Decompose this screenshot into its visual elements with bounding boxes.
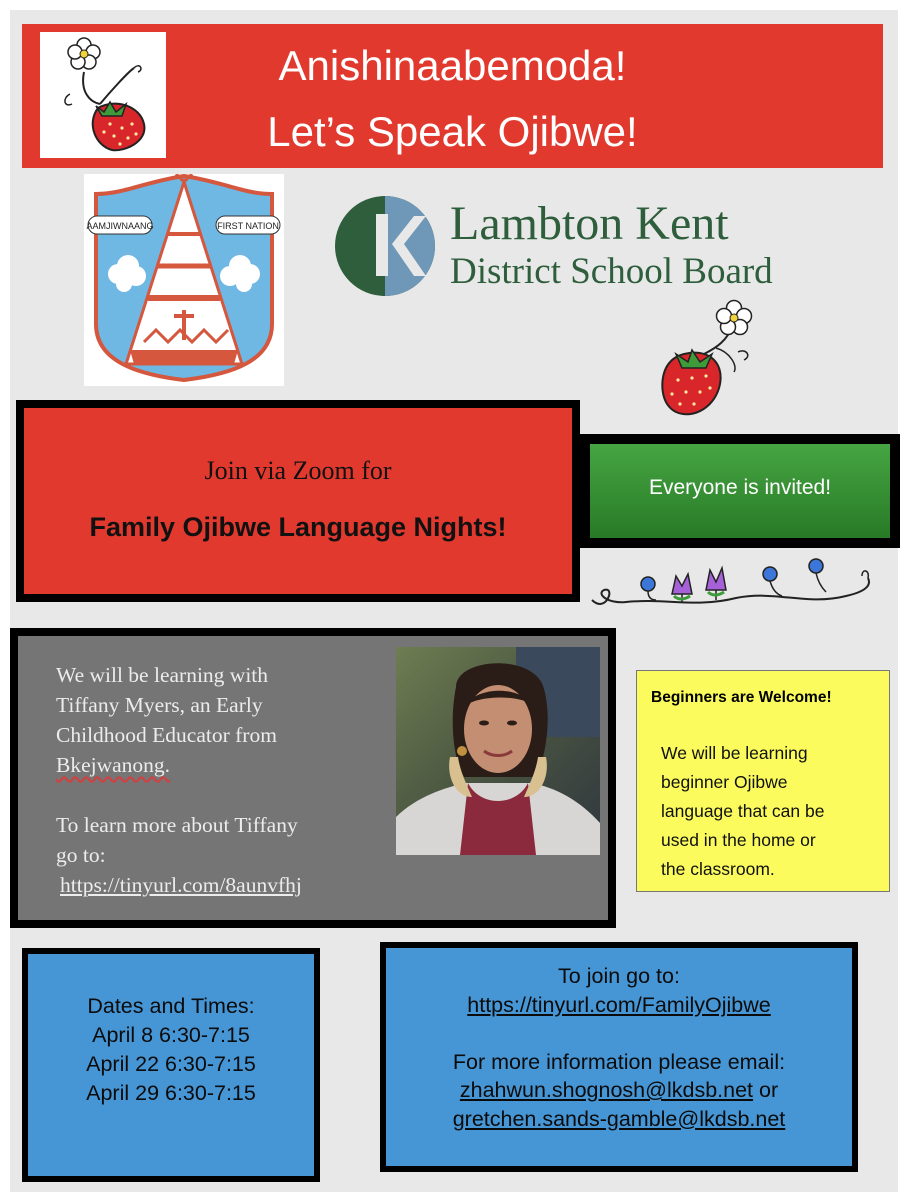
bio-line-4: Bkejwanong.	[56, 753, 171, 777]
dates-panel	[22, 948, 320, 1182]
strawberry-illustration	[40, 32, 166, 158]
date-item: April 22 6:30-7:15	[86, 1052, 256, 1076]
zoom-info-panel	[16, 400, 580, 602]
strawberry-illustration-2	[654, 296, 758, 424]
invite-panel-fill	[590, 444, 890, 538]
info-text: For more information please email:	[452, 1049, 786, 1074]
title-line-2: Let’s Speak Ojibwe!	[267, 108, 638, 155]
school-board-logo	[330, 190, 860, 300]
board-monogram: LK	[385, 294, 387, 295]
board-monogram-icon	[330, 190, 440, 300]
email-link-1[interactable]: zhahwun.shognosh@lkdsb.net	[459, 1078, 754, 1102]
invite-panel	[580, 434, 900, 548]
instructor-portrait-image	[396, 647, 600, 855]
join-link[interactable]: https://tinyurl.com/FamilyOjibwe	[467, 992, 771, 1017]
bio-line-3: Childhood Educator from	[56, 723, 277, 747]
beginners-line-3: language that can be	[661, 801, 825, 821]
board-subtitle: District School Board	[450, 251, 773, 292]
dates-heading: Dates and Times:	[87, 994, 255, 1018]
instructor-photo	[396, 647, 600, 855]
event-title: Family Ojibwe Language Nights!	[89, 512, 507, 542]
title-line-1: Anishinaabemoda!	[278, 42, 627, 89]
bio-more-line-2: go to:	[56, 843, 106, 867]
dates-text-block	[28, 992, 314, 1108]
date-item: April 8 6:30-7:15	[92, 1023, 250, 1047]
bio-line-2: Tiffany Myers, an Early	[56, 693, 263, 717]
first-nation-crest	[84, 174, 284, 386]
beginners-line-2: beginner Ojibwe	[661, 772, 788, 792]
zoom-join-text: Join via Zoom for	[204, 456, 392, 485]
bio-text-block	[56, 660, 376, 900]
beginners-text-block	[661, 739, 885, 884]
date-item: April 29 6:30-7:15	[86, 1081, 256, 1105]
crest-right-label: FIRST NATION	[217, 221, 279, 231]
beginners-line-5: the classroom.	[661, 859, 775, 879]
zoom-panel-fill	[24, 408, 572, 594]
join-heading: To join go to:	[558, 964, 680, 988]
or-text: or	[753, 1078, 779, 1102]
strawberry-icon	[654, 296, 758, 424]
crest-emblem	[84, 174, 284, 386]
invite-text: Everyone is invited!	[648, 476, 832, 499]
vine-icon	[586, 556, 896, 620]
floral-vine-decoration	[586, 556, 896, 620]
crest-left-label: AAMJIWNAANG	[86, 221, 154, 231]
join-panel-fill	[386, 948, 852, 1166]
email-link-2[interactable]: gretchen.sands-gamble@lkdsb.net	[452, 1106, 786, 1131]
bio-line-1: We will be learning with	[56, 663, 269, 687]
beginners-title: Beginners are Welcome!	[651, 689, 832, 706]
dates-panel-fill	[28, 954, 314, 1176]
bio-more-line-1: To learn more about Tiffany	[56, 813, 298, 837]
board-name: Lambton Kent	[450, 197, 729, 250]
beginners-note-panel	[636, 670, 890, 892]
instructor-link[interactable]: https://tinyurl.com/8aunvfhj	[60, 873, 302, 897]
strawberry-icon	[40, 32, 166, 158]
beginners-line-4: used in the home or	[661, 830, 816, 850]
beginners-line-1: We will be learning	[661, 743, 808, 763]
join-text-block	[386, 962, 852, 1133]
join-info-panel	[380, 942, 858, 1172]
